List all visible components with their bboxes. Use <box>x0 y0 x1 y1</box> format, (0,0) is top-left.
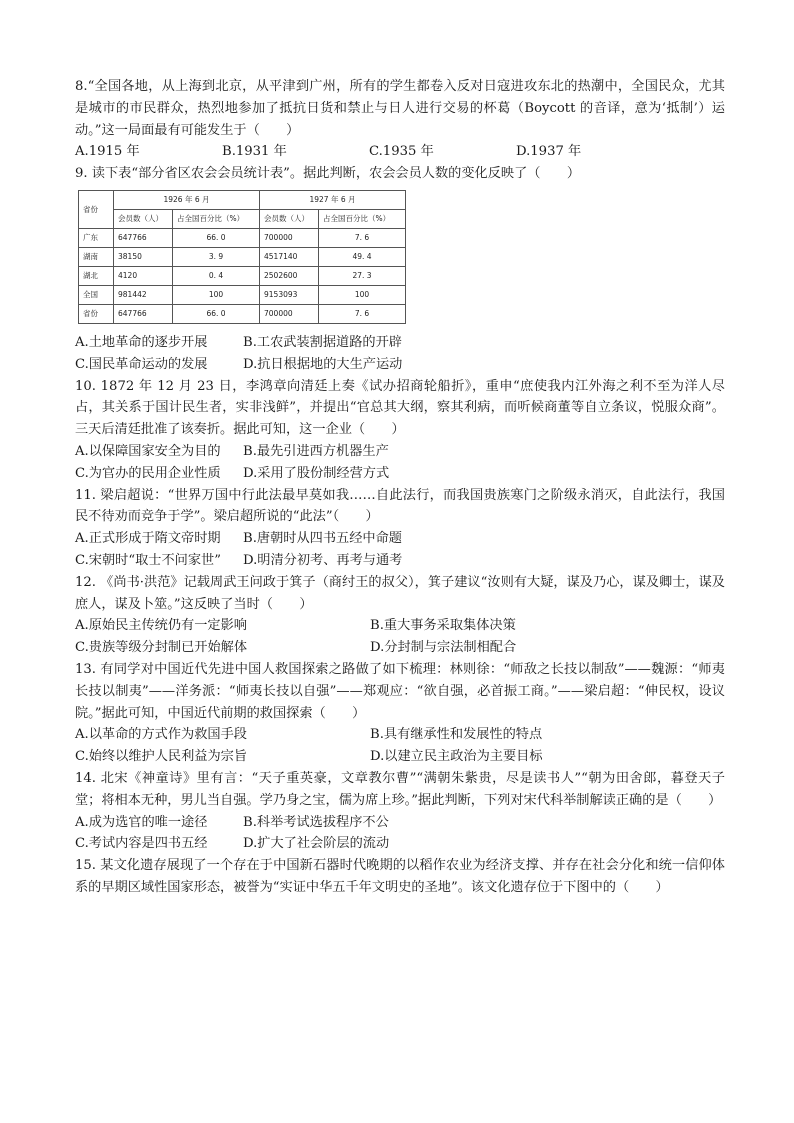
table-group-1927: 1927 年 6 月 <box>260 190 406 209</box>
table-cell: 27. 3 <box>319 266 406 285</box>
question-11-options <box>75 528 725 572</box>
question-14-options <box>75 812 725 856</box>
option-d[interactable]: D.以建立民主政治为主要目标 <box>370 749 543 765</box>
exam-page <box>75 76 725 899</box>
option-b[interactable]: B.重大事务采取集体决策 <box>370 618 516 634</box>
option-a[interactable]: A.正式形成于隋文帝时期 <box>75 531 221 547</box>
question-13-stem: 13. 有同学对中国近代先进中国人救国探索之路做了如下梳理：林则徐：“师敌之长技以制敌”——魏源：“师夷长技以制夷”——洋务派：“师夷长技以自强”——郑观应：“欲自强，必首振工商。”——梁启超：“伸民权，设议院。”据此可知，中国近代前期的救国探索（ ） <box>75 661 725 721</box>
option-c[interactable]: C.贵族等级分封制已开始解体 <box>75 640 248 656</box>
table-cell: 湖南 <box>79 247 114 266</box>
table-cell: 省份 <box>79 304 114 323</box>
option-a[interactable]: A.原始民主传统仍有一定影响 <box>75 618 247 634</box>
table-cell: 7. 6 <box>319 304 406 323</box>
table-cell: 647766 <box>114 304 173 323</box>
table-row <box>79 247 406 266</box>
table-cell: 广东 <box>79 228 114 247</box>
table-subheader: 会员数（人） <box>260 209 319 228</box>
option-c[interactable]: C.1935 年 <box>369 144 434 160</box>
table-cell: 647766 <box>114 228 173 247</box>
question-8-stem: 8.“全国各地，从上海到北京，从平津到广州，所有的学生都卷入反对日寇进攻东北的热潮中，全国民众，尤其是城市的市民群众，热烈地参加了抵抗日货和禁止与日人进行交易的杯葛（Boycott 的音译，意为‘抵制’）运动。”这一局面最有可能发生于（ ） <box>75 79 725 138</box>
farmers-association-table <box>78 190 406 324</box>
option-a[interactable]: A.土地革命的逐步开展 <box>75 334 208 350</box>
question-9-options <box>75 332 725 376</box>
table-cell: 0. 4 <box>173 266 260 285</box>
option-d[interactable]: D.采用了股份制经营方式 <box>243 465 390 481</box>
table-cell: 66. 0 <box>173 304 260 323</box>
table-row <box>79 285 406 304</box>
question-8-options <box>75 141 725 163</box>
table-cell: 9153093 <box>260 285 319 304</box>
option-c[interactable]: C.始终以维护人民利益为宗旨 <box>75 749 248 765</box>
table-cell: 700000 <box>260 228 319 247</box>
question-12-options <box>75 615 725 659</box>
table-row <box>79 266 406 285</box>
table-group-1926: 1926 年 6 月 <box>114 190 260 209</box>
option-d[interactable]: D.扩大了社会阶层的流动 <box>243 836 390 852</box>
table-corner-header: 省份 <box>79 190 114 228</box>
table-cell: 100 <box>173 285 260 304</box>
table-cell: 4517140 <box>260 247 319 266</box>
question-10-stem: 10. 1872 年 12 月 23 日，李鸿章向清廷上奏《试办招商轮船折》，重申“庶使我内江外海之利不至为洋人尽占，其关系于国计民生者，实非浅鲜”，并提出“官总其大纲，察其利病，而听候商董等自立条议，悦服众商”。三天后清廷批准了该奏折。据此可知，这一企业（ ） <box>75 378 725 438</box>
table-cell: 38150 <box>114 247 173 266</box>
question-15-stem: 15. 某文化遗存展现了一个存在于中国新石器时代晚期的以稻作农业为经济支撑、并存在社会分化和统一信仰体系的早期区域性国家形态，被誉为“实证中华五千年文明史的圣地”。该文化遗存位于下图中的（ ） <box>75 858 725 895</box>
table-cell: 全国 <box>79 285 114 304</box>
option-b[interactable]: B.工农武装割据道路的开辟 <box>243 334 402 350</box>
table-cell: 湖北 <box>79 266 114 285</box>
question-14-stem: 14. 北宋《神童诗》里有言：“天子重英豪，文章教尔曹”“满朝朱紫贵，尽是读书人”“朝为田舍郎，暮登天子堂；将相本无种，男儿当自强。学乃身之宝，儒为席上珍。”据此判断，下列对宋代科举制解读正确的是（ ） <box>75 770 725 808</box>
table-subheader: 会员数（人） <box>114 209 173 228</box>
option-c[interactable]: C.为官办的民用企业性质 <box>75 465 221 481</box>
table-subheader: 占全国百分比（%） <box>319 209 406 228</box>
option-b[interactable]: B.最先引进西方机器生产 <box>243 443 389 459</box>
question-11-stem: 11. 梁启超说：“世界万国中行此法最早莫如我……自此法行，而我国贵族寒门之阶级永消灭，自此法行，我国民不待劝而竞争于学”。梁启超所说的“此法”（ ） <box>75 487 725 525</box>
question-12-stem: 12. 《尚书·洪范》记载周武王问政于箕子（商纣王的叔父），箕子建议“汝则有大疑，谋及乃心，谋及卿士，谋及庶人，谋及卜筮。”这反映了当时（ ） <box>75 574 725 612</box>
option-c[interactable]: C.国民革命运动的发展 <box>75 356 208 372</box>
table-cell: 3. 9 <box>173 247 260 266</box>
question-13-options <box>75 724 725 768</box>
table-subheader: 占全国百分比（%） <box>173 209 260 228</box>
option-d[interactable]: D.分封制与宗法制相配合 <box>370 640 517 656</box>
option-d[interactable]: D.抗日根据地的大生产运动 <box>243 356 403 372</box>
option-c[interactable]: C.宋朝时“取士不问家世” <box>75 552 221 568</box>
option-d[interactable]: D.1937 年 <box>516 144 582 160</box>
table-cell: 49. 4 <box>319 247 406 266</box>
table-cell: 4120 <box>114 266 173 285</box>
table-row <box>79 228 406 247</box>
option-b[interactable]: B.1931 年 <box>222 144 287 160</box>
option-a[interactable]: A.1915 年 <box>75 144 140 160</box>
option-c[interactable]: C.考试内容是四书五经 <box>75 836 208 852</box>
option-a[interactable]: A.以革命的方式作为救国手段 <box>75 727 247 743</box>
option-a[interactable]: A.以保障国家安全为目的 <box>75 443 221 459</box>
question-9-stem: 9. 读下表“部分省区农会会员统计表”。据此判断，农会会员人数的变化反映了（ ） <box>75 166 581 182</box>
table-cell: 100 <box>319 285 406 304</box>
table-cell: 7. 6 <box>319 228 406 247</box>
table-cell: 66. 0 <box>173 228 260 247</box>
table-cell: 981442 <box>114 285 173 304</box>
option-b[interactable]: B.具有继承性和发展性的特点 <box>370 727 543 743</box>
option-a[interactable]: A.成为选官的唯一途径 <box>75 814 208 830</box>
option-d[interactable]: D.明清分初考、再考与通考 <box>243 552 403 568</box>
table-cell: 700000 <box>260 304 319 323</box>
table-row <box>79 304 406 323</box>
question-10-options <box>75 441 725 485</box>
table-cell: 2502600 <box>260 266 319 285</box>
option-b[interactable]: B.唐朝时从四书五经中命题 <box>243 531 402 547</box>
option-b[interactable]: B.科举考试选拔程序不公 <box>243 814 389 830</box>
